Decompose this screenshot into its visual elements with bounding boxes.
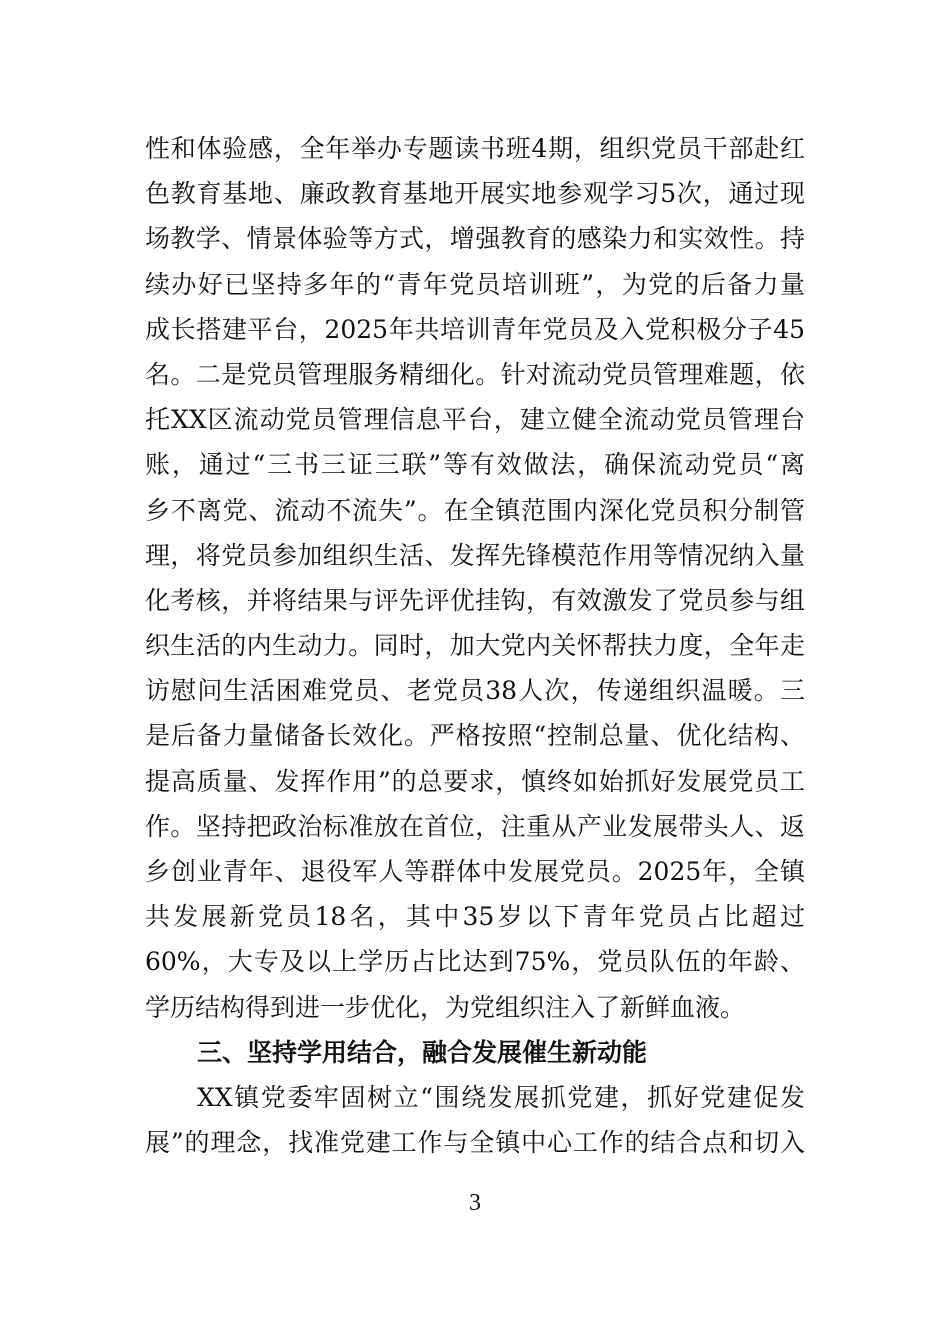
text-line: 作。坚持把政治标准放在首位，注重从产业发展带头人、返 — [145, 811, 805, 841]
text-line: 托XX区流动党员管理信息平台，建立健全流动党员管理台 — [145, 405, 805, 435]
text-line: 色教育基地、廉政教育基地开展实地参观学习5次，通过现 — [145, 179, 805, 209]
document-page — [145, 126, 805, 1165]
page-number: 3 — [469, 1190, 481, 1216]
text-line: 乡创业青年、退役军人等群体中发展党员。2025年，全镇 — [145, 857, 805, 886]
text-line: 访慰问生活困难党员、老党员38人次，传递组织温暖。三 — [145, 676, 805, 706]
text-line: 场教学、情景体验等方式，增强教育的感染力和实效性。持 — [145, 224, 805, 254]
text-line: 化考核，并将结果与评先评优挂钩，有效激发了党员参与组 — [145, 585, 805, 615]
text-line: 是后备力量储备长效化。严格按照“控制总量、优化结构、 — [145, 721, 805, 751]
text-line: 共发展新党员18名，其中35岁以下青年党员占比超过 — [145, 902, 805, 932]
text-line: 展”的理念，找准党建工作与全镇中心工作的结合点和切入 — [145, 1128, 805, 1158]
text-line: 成长搭建平台，2025年共培训青年党员及入党积极分子45 — [145, 314, 805, 344]
text-line: 名。二是党员管理服务精细化。针对流动党员管理难题，依 — [145, 359, 805, 389]
text-line: 60%，大专及以上学历占比达到75%，党员队伍的年龄、 — [145, 947, 805, 977]
paragraph-body — [145, 126, 805, 1030]
text-line: 乡不离党、流动不流失”。在全镇范围内深化党员积分制管 — [145, 495, 805, 525]
text-line: 续办好已坚持多年的“青年党员培训班”，为党的后备力量 — [145, 269, 805, 299]
text-line: 学历结构得到进一步优化，为党组织注入了新鲜血液。 — [145, 992, 746, 1022]
text-line: 织生活的内生动力。同时，加大党内关怀帮扶力度，全年走 — [145, 631, 805, 661]
text-line: 提高质量、发挥作用”的总要求，慎终如始抓好发展党员工 — [145, 766, 805, 796]
paragraph-section — [145, 1075, 805, 1165]
text-line: 性和体验感，全年举办专题读书班4期，组织党员干部赴红 — [145, 134, 805, 163]
text-line: 理，将党员参加组织生活、发挥先锋模范作用等情况纳入量 — [145, 540, 805, 570]
text-line: 账，通过“三书三证三联”等有效做法，确保流动党员“离 — [145, 450, 805, 480]
section-heading: 三、坚持学用结合，融合发展催生新动能 — [197, 1037, 648, 1067]
text-line: XX镇党委牢固树立“围绕发展抓党建，抓好党建促发 — [197, 1082, 805, 1112]
